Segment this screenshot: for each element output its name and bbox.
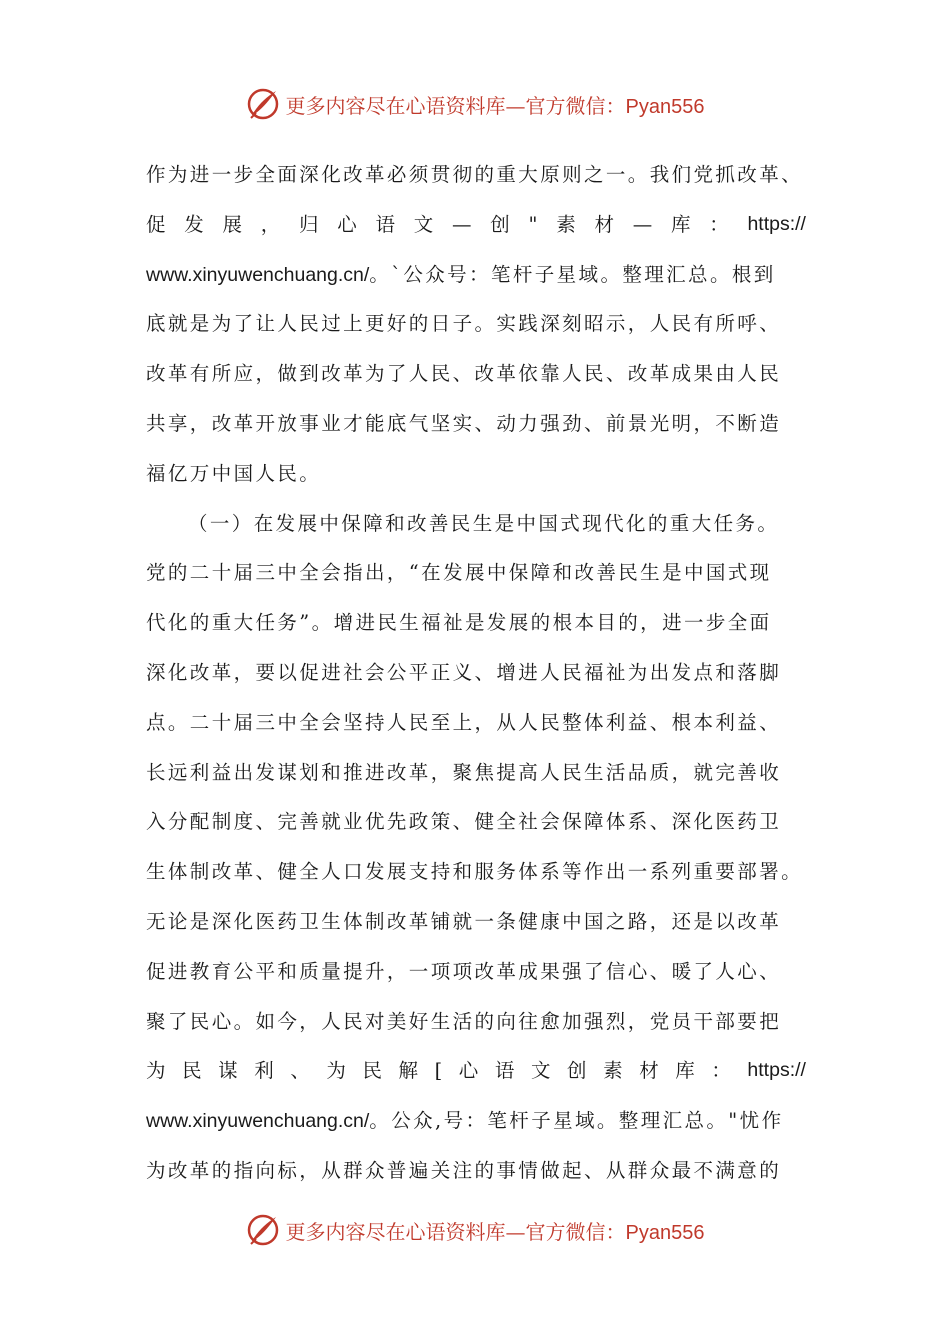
spread-char: 创 (490, 212, 510, 236)
text-line: www.xinyuwenchuang.cn/。`公众号：笔杆子星域。整理汇总。根到 (146, 262, 776, 286)
text-line: 福亿万中国人民。 (146, 461, 322, 485)
spread-char: 归 (299, 212, 319, 236)
text-line: 聚了民心。如今，人民对美好生活的向往愈加强烈，党员干部要把 (146, 1009, 782, 1033)
spread-char: 库 (675, 1059, 695, 1083)
spread-char: ， (260, 212, 281, 236)
spread-char: 为 (146, 1059, 166, 1083)
text-line: 点。二十届三中全会坚持人民至上，从人民整体利益、根本利益、 (146, 710, 782, 734)
spread-char: 文 (530, 1059, 551, 1083)
text-line: 底就是为了让人民过上更好的日子。实践深刻昭示，人民有所呼、 (146, 312, 782, 336)
spread-char: ： (711, 1059, 731, 1083)
spread-char: 材 (594, 212, 614, 236)
spread-char: [ (434, 1059, 443, 1083)
text-line: 代化的重大任务”。增进民生福祉是发展的根本目的，进一步全面 (146, 611, 772, 635)
spread-char: " (528, 212, 538, 236)
spread-char: 展 (222, 212, 243, 236)
spread-char: 创 (567, 1059, 587, 1083)
spread-char: 促 (146, 212, 166, 236)
wechat-id: Pyan556 (625, 1221, 705, 1244)
spread-char: 发 (184, 212, 204, 236)
wechat-id: Pyan556 (625, 95, 705, 118)
text-line: 入分配制度、完善就业优先政策、健全社会保障体系、深化医药卫 (146, 810, 782, 834)
spread-char: ： (709, 212, 729, 236)
url-link[interactable]: https:// (747, 1059, 806, 1082)
header-banner (0, 84, 950, 124)
quill-logo-icon (246, 1213, 280, 1247)
spread-char: 素 (556, 212, 576, 236)
banner-text: 更多内容尽在心语资料库—官方微信：Pyan556 (285, 93, 705, 118)
spread-char: 素 (603, 1059, 623, 1083)
spread-char: 文 (413, 212, 434, 236)
spread-char: 库 (670, 212, 691, 236)
spread-char: 语 (494, 1059, 515, 1083)
text-line: 共享，改革开放事业才能底气坚实、动力强劲、前景光明，不断造 (146, 411, 782, 435)
spread-char: 民 (182, 1059, 202, 1083)
spread-char: 、 (290, 1059, 310, 1083)
footer-banner (0, 1210, 950, 1250)
section-heading: （一）在发展中保障和改善民生是中国式现代化的重大任务。 (188, 511, 780, 535)
spread-char: 民 (362, 1059, 382, 1083)
banner-text: 更多内容尽在心语资料库—官方微信：Pyan556 (285, 1219, 705, 1244)
url-link[interactable]: www.xinyuwenchuang.cn/ (146, 1110, 370, 1133)
text-line: www.xinyuwenchuang.cn/。公众,号：笔杆子星域。整理汇总。"忧作 (146, 1109, 784, 1133)
spread-char: 谋 (218, 1059, 238, 1083)
spread-char: 心 (458, 1059, 479, 1083)
text-line: 作为进一步全面深化改革必须贯彻的重大原则之一。我们党抓改革、 (146, 163, 804, 186)
spread-char: 材 (639, 1059, 659, 1083)
text-line-spread (146, 1046, 806, 1096)
spread-char: 心 (337, 212, 357, 236)
spread-char: 语 (375, 212, 396, 236)
text-line: 为改革的指向标，从群众普遍关注的事情做起、从群众最不满意的 (146, 1158, 782, 1182)
text-line: 长远利益出发谋划和推进改革，聚焦提高人民生活品质，就完善收 (146, 760, 782, 784)
text-line-spread (146, 200, 806, 250)
spread-char: 利 (254, 1059, 274, 1083)
url-link[interactable]: www.xinyuwenchuang.cn/ (146, 263, 370, 286)
text-line: 促进教育公平和质量提升，一项项改革成果强了信心、暖了人心、 (146, 959, 782, 983)
text-line: 党的二十届三中全会指出，“在发展中保障和改善民生是中国式现 (146, 561, 772, 585)
spread-char: 为 (326, 1059, 346, 1083)
spread-char: — (452, 212, 472, 236)
text-line: 无论是深化医药卫生体制改革铺就一条健康中国之路，还是以改革 (146, 909, 782, 933)
text-line: 改革有所应，做到改革为了人民、改革依靠人民、改革成果由人民 (146, 362, 782, 386)
quill-logo-icon (246, 87, 280, 121)
text-line: 深化改革，要以促进社会公平正义、增进人民福祉为出发点和落脚 (146, 660, 782, 684)
spread-char: — (632, 212, 653, 236)
text-line: 生体制改革、健全人口发展支持和服务体系等作出一系列重要部署。 (146, 860, 804, 884)
document-body (146, 150, 806, 1196)
url-link[interactable]: https:// (747, 212, 806, 235)
spread-char: 解 (398, 1059, 419, 1083)
